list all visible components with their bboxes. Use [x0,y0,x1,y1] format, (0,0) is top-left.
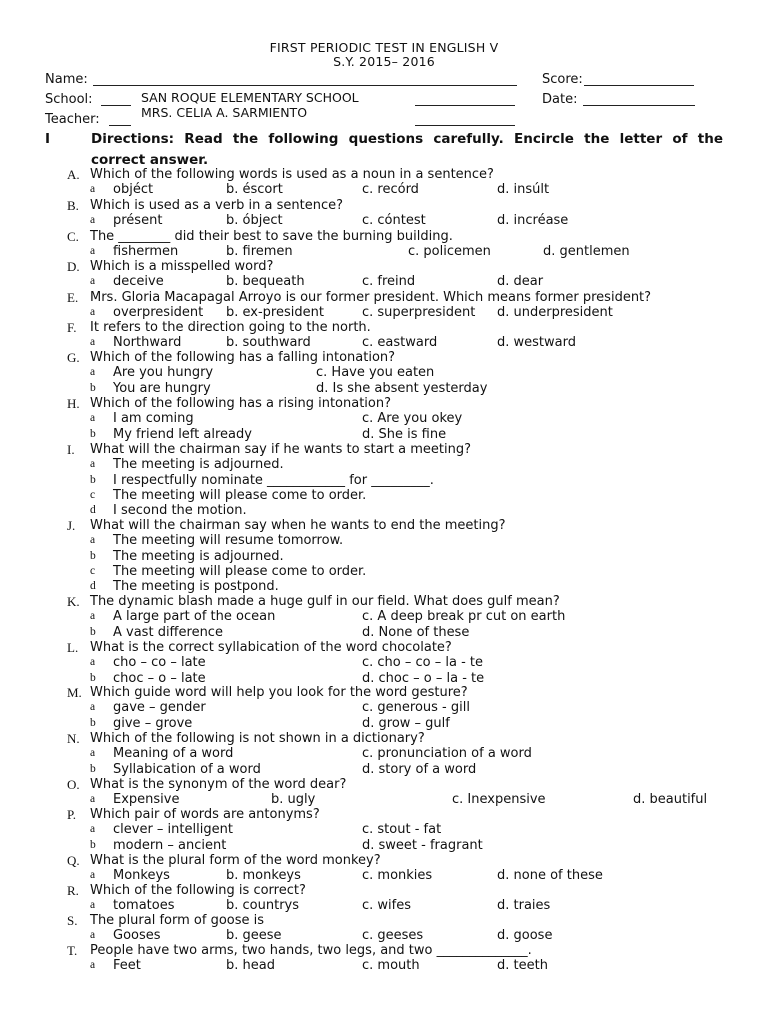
answer-choice[interactable]: The meeting is adjourned. [113,548,284,564]
question-letter: S. [67,913,78,928]
question-text: What is the plural form of the word monkey? [90,853,381,868]
question-l [0,640,768,655]
question-letter: I. [67,442,75,457]
choice-label[interactable]: c [90,564,96,577]
choice-label[interactable]: a [90,823,96,836]
teacher-name: MRS. CELIA A. SARMIENTO [141,105,308,120]
question-letter: G. [67,350,80,365]
answer-choice[interactable]: b. geese [226,928,282,944]
choice-label[interactable]: d [90,504,96,517]
choice-label[interactable]: b [90,762,96,775]
question-letter: H. [67,396,80,411]
question-a [0,167,768,182]
choice-label[interactable]: a [90,793,96,806]
answer-choice[interactable]: b. ugly [271,792,316,808]
choice-label[interactable]: c [90,488,96,501]
answer-choice[interactable]: d. Is she absent yesterday [316,380,488,396]
answer-choice[interactable]: deceive [113,274,164,290]
answer-choice[interactable]: Expensive [113,792,180,808]
answer-choice[interactable]: c. Inexpensive [452,792,546,808]
question-letter: T. [67,943,78,958]
answer-choice[interactable]: d. gentlemen [543,244,630,260]
question-letter: B. [67,198,79,213]
choice-row [0,822,768,837]
choice-row [0,609,768,624]
answer-choice[interactable]: b. southward [226,335,311,351]
question-letter: P. [67,807,77,822]
question-q [0,853,768,868]
question-e [0,290,768,305]
choice-label[interactable]: a [90,959,96,972]
answer-choice[interactable]: d. insúlt [497,182,550,198]
choice-row [0,762,768,777]
choice-label[interactable]: a [90,458,96,471]
question-m [0,685,768,700]
choice-row [0,411,768,426]
answer-choice[interactable]: You are hungry [113,380,211,396]
question-t [0,943,768,958]
answer-choice[interactable]: The meeting will please come to order. [113,487,367,503]
choice-label[interactable]: a [90,183,96,196]
question-text: The ________ did their best to save the burning building. [90,229,453,244]
choice-label[interactable]: a [90,610,96,623]
name-label: Name: [45,72,88,87]
choice-row [0,533,768,548]
answer-choice[interactable]: The meeting will resume tomorrow. [113,533,344,549]
answer-choice[interactable]: Meaning of a word [113,746,234,762]
question-h [0,396,768,411]
choice-row [0,503,768,518]
answer-choice[interactable]: c. geeses [362,928,424,944]
answer-choice[interactable]: c. wifes [362,898,412,914]
answer-choice[interactable]: The meeting is postpond. [113,579,279,595]
question-text: The plural form of goose is [90,913,265,928]
answer-choice[interactable]: The meeting is adjourned. [113,457,284,473]
choice-label[interactable]: a [90,701,96,714]
answer-choice[interactable]: c. pronunciation of a word [362,746,532,762]
question-letter: K. [67,594,80,609]
answer-choice[interactable]: A vast difference [113,624,223,640]
question-f [0,320,768,335]
choice-label[interactable]: d [90,580,96,593]
answer-choice[interactable]: d. incréase [497,213,569,229]
answer-choice[interactable]: b. countrys [226,898,300,914]
answer-choice[interactable]: présent [113,213,163,229]
answer-choice[interactable]: b. monkeys [226,868,301,884]
choice-row [0,671,768,686]
answer-choice[interactable]: b. ex-president [226,305,324,321]
question-i [0,442,768,457]
question-letter: O. [67,777,80,792]
choice-label[interactable]: a [90,899,96,912]
answer-choice[interactable]: d. None of these [362,624,470,640]
answer-choice[interactable]: The meeting will please come to order. [113,563,367,579]
question-text: What is the correct syllabication of the word chocolate? [90,640,452,655]
answer-choice[interactable]: d. westward [497,335,576,351]
answer-choice[interactable]: Monkeys [113,868,170,884]
answer-choice[interactable]: d. underpresident [497,305,613,321]
choice-row [0,457,768,472]
choice-row [0,488,768,503]
choice-label[interactable]: b [90,427,96,440]
answer-choice[interactable]: b. óbject [226,213,283,229]
answer-choice[interactable]: overpresident [113,305,204,321]
answer-choice[interactable]: c. cho – co – la - te [362,655,484,671]
answer-choice[interactable]: I am coming [113,411,194,427]
choice-row [0,579,768,594]
question-text: The dynamic blash made a huge gulf in our field. What does gulf mean? [90,594,560,609]
choice-row [0,182,768,197]
score-label: Score: [542,72,583,87]
answer-choice[interactable]: c. superpresident [362,305,476,321]
answer-choice[interactable]: c. Are you okey [362,411,463,427]
answer-choice[interactable]: d. beautiful [633,792,708,808]
answer-choice[interactable]: d. dear [497,274,544,290]
question-o [0,777,768,792]
question-text: Mrs. Gloria Macapagal Arroyo is our former president. Which means former president? [90,290,652,305]
answer-choice[interactable]: c. Have you eaten [316,365,435,381]
question-letter: C. [67,229,79,244]
score-field[interactable] [584,85,694,86]
answer-choice[interactable]: c. cóntest [362,213,426,229]
question-b [0,198,768,213]
choice-row [0,427,768,442]
answer-choice[interactable]: My friend left already [113,426,252,442]
answer-choice[interactable]: gave – gender [113,700,206,716]
answer-choice[interactable]: clever – intelligent [113,822,233,838]
choice-label[interactable]: a [90,366,96,379]
answer-choice[interactable]: c. mouth [362,958,420,974]
answer-choice[interactable]: b. éscort [226,182,283,198]
answer-choice[interactable]: A large part of the ocean [113,609,276,625]
question-text: People have two arms, two hands, two legs, and two ______________. [90,943,532,958]
answer-choice[interactable]: Feet [113,958,141,974]
question-j [0,518,768,533]
answer-choice[interactable]: d. story of a word [362,761,477,777]
answer-choice[interactable]: c. eastward [362,335,438,351]
question-c [0,229,768,244]
question-text: Which of the following has a falling intonation? [90,350,396,365]
answer-choice[interactable]: I respectfully nominate ____________ for _________. [113,472,434,488]
question-letter: E. [67,290,79,305]
name-field[interactable] [93,85,517,86]
answer-choice[interactable]: c. generous - gill [362,700,470,716]
school-name: SAN ROQUE ELEMENTARY SCHOOL [141,90,359,105]
answer-choice[interactable]: cho – co – late [113,655,206,671]
question-text: It refers to the direction going to the north. [90,320,371,335]
teacher-field-end[interactable] [415,125,515,126]
teacher-label: Teacher: [45,112,100,127]
choice-label[interactable]: a [90,412,96,425]
choice-row [0,244,768,259]
answer-choice[interactable]: c. stout - fat [362,822,442,838]
answer-choice[interactable]: d. choc – o – la - te [362,670,485,686]
question-r [0,883,768,898]
answer-choice[interactable]: Syllabication of a word [113,761,261,777]
date-label: Date: [542,92,578,107]
choice-row [0,746,768,761]
answer-choice[interactable]: d. teeth [497,958,548,974]
answer-choice[interactable]: I second the motion. [113,503,247,519]
section-number: I [45,131,51,147]
answer-choice[interactable]: c. recórd [362,182,419,198]
choice-row [0,473,768,488]
answer-choice[interactable]: modern – ancient [113,837,227,853]
test-title: FIRST PERIODIC TEST IN ENGLISH V [269,40,499,55]
choice-row [0,868,768,883]
choice-row [0,365,768,380]
question-letter: L. [67,640,79,655]
choice-row [0,928,768,943]
teacher-field[interactable] [109,125,131,126]
answer-choice[interactable]: d. traies [497,898,551,914]
answer-choice[interactable]: c. freind [362,274,416,290]
answer-choice[interactable]: d. goose [497,928,553,944]
choice-label[interactable]: a [90,534,96,547]
school-year: S.Y. 2015– 2016 [333,54,435,69]
answer-choice[interactable]: choc – o – late [113,670,206,686]
choice-label[interactable]: a [90,245,96,258]
choice-row [0,305,768,320]
choice-label[interactable]: a [90,929,96,942]
question-letter: A. [67,167,80,182]
answer-choice[interactable]: Are you hungry [113,365,214,381]
question-text: What will the chairman say if he wants to start a meeting? [90,442,471,457]
question-letter: Q. [67,853,80,868]
question-letter: N. [67,731,80,746]
question-g [0,350,768,365]
choice-label[interactable]: a [90,747,96,760]
school-label: School: [45,92,93,107]
question-text: What will the chairman say when he wants to end the meeting? [90,518,506,533]
question-n [0,731,768,746]
answer-choice[interactable]: d. none of these [497,868,603,884]
choice-label[interactable]: b [90,671,96,684]
choice-label[interactable]: a [90,275,96,288]
choice-row [0,564,768,579]
choice-label[interactable]: b [90,549,96,562]
choice-label[interactable]: a [90,656,96,669]
answer-choice[interactable]: fishermen [113,244,179,260]
question-letter: R. [67,883,79,898]
school-field[interactable] [101,105,131,106]
question-text: Which is used as a verb in a sentence? [90,198,343,213]
answer-choice[interactable]: c. policemen [408,244,491,260]
choice-row [0,381,768,396]
choice-label[interactable]: b [90,473,96,486]
choice-row [0,625,768,640]
question-text: Which pair of words are antonyms? [90,807,320,822]
answer-choice[interactable]: b. bequeath [226,274,305,290]
answer-choice[interactable]: d. grow – gulf [362,715,450,731]
question-d [0,259,768,274]
question-text: Which of the following has a rising intonation? [90,396,392,411]
question-text: Which of the following words is used as a noun in a sentence? [90,167,494,182]
answer-choice[interactable]: d. sweet - fragrant [362,837,483,853]
question-letter: J. [67,518,76,533]
question-s [0,913,768,928]
question-letter: F. [67,320,77,335]
answer-choice[interactable]: c. A deep break pr cut on earth [362,609,566,625]
answer-choice[interactable]: b. firemen [226,244,293,260]
choice-label[interactable]: a [90,869,96,882]
question-text: Which guide word will help you look for the word gesture? [90,685,468,700]
answer-choice[interactable]: d. She is fine [362,426,447,442]
answer-choice[interactable]: Gooses [113,928,161,944]
question-text: What is the synonym of the word dear? [90,777,347,792]
answer-choice[interactable]: b. head [226,958,275,974]
choice-row [0,716,768,731]
choice-row [0,655,768,670]
question-text: Which of the following is correct? [90,883,306,898]
choice-label[interactable]: a [90,336,96,349]
school-field-end[interactable] [415,105,515,106]
answer-choice[interactable]: objéct [113,182,154,198]
choice-row [0,898,768,913]
choice-label[interactable]: b [90,381,96,394]
choice-row [0,213,768,228]
answer-choice[interactable]: c. monkies [362,868,433,884]
choice-row [0,274,768,289]
question-letter: M. [67,685,82,700]
question-p [0,807,768,822]
answer-choice[interactable]: tomatoes [113,898,175,914]
question-k [0,594,768,609]
choice-row [0,838,768,853]
answer-choice[interactable]: Northward [113,335,182,351]
choice-row [0,958,768,973]
question-text: Which of the following is not shown in a dictionary? [90,731,425,746]
choice-label[interactable]: b [90,625,96,638]
directions: Directions: Read the following questions carefully. Encircle the letter of the correct answer. [91,131,723,168]
answer-choice[interactable]: give – grove [113,715,193,731]
choice-label[interactable]: b [90,716,96,729]
choice-row [0,335,768,350]
choice-label[interactable]: a [90,306,96,319]
question-letter: D. [67,259,80,274]
choice-label[interactable]: a [90,214,96,227]
choice-row [0,792,768,807]
question-text: Which is a misspelled word? [90,259,274,274]
choice-label[interactable]: b [90,838,96,851]
date-field[interactable] [583,105,695,106]
choice-row [0,549,768,564]
choice-row [0,700,768,715]
